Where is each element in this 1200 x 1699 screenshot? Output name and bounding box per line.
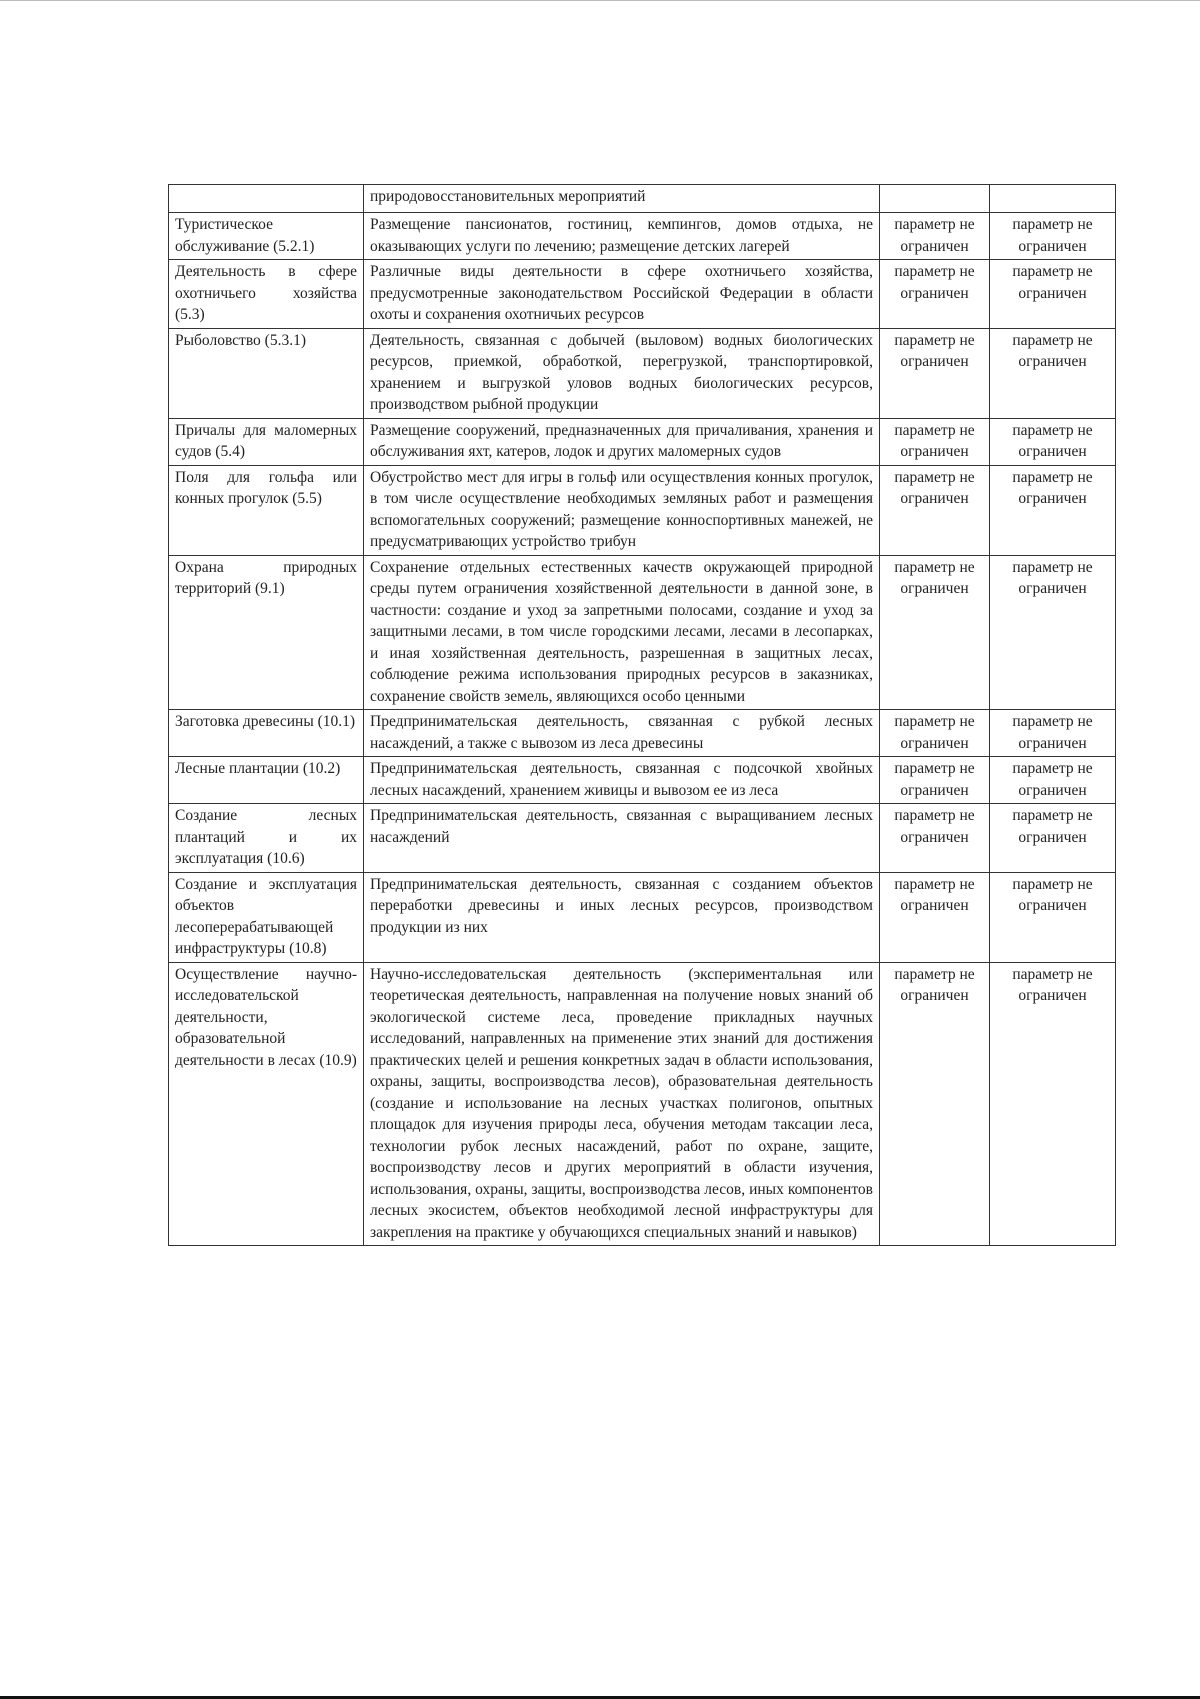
parameter-1-cell: параметр не ограничен [880, 260, 990, 329]
use-type-name-cell: Заготовка древесины (10.1) [169, 710, 364, 757]
parameter-2-cell: параметр не ограничен [990, 328, 1116, 418]
table-row [169, 757, 1116, 804]
table-row [169, 465, 1116, 555]
use-type-description-cell: Научно-исследовательская деятельность (экспериментальная или теоретическая деятельность, направленная на получение новых знаний об экологической системе леса, проведение прикладных научных исследований, направленных на применение этих знаний для достижения практических целей и решения конкретных задач в области использования, охраны, защиты, воспроизводства лесов), образовательная деятельность (создание и использование на лесных участках полигонов, опытных площадок для изучения природы леса, обучения методам таксации леса, технологии рубок лесных насаждений, работ по охране, защите, воспроизводству лесов и других мероприятий в области изучения, использования, охраны, защиты, воспроизводства лесов, иных компонентов лесных экосистем, объектов необходимой лесной инфраструктуры для закрепления на практике у обучающихся специальных знаний и навыков) [364, 962, 880, 1246]
table-row [169, 260, 1116, 329]
use-type-description-cell: Предпринимательская деятельность, связанная с созданием объектов переработки древесины и иных лесных ресурсов, производством продукции из них [364, 872, 880, 962]
table-row [169, 555, 1116, 710]
parameter-2-cell: параметр не ограничен [990, 213, 1116, 260]
use-type-description-cell: Предпринимательская деятельность, связанная с рубкой лесных насаждений, а также с вывозом из леса древесины [364, 710, 880, 757]
use-type-name-cell: Деятельность в сфере охотничьего хозяйства (5.3) [169, 260, 364, 329]
use-type-name-cell: Причалы для маломерных судов (5.4) [169, 418, 364, 465]
use-type-name-cell: Создание и эксплуатация объектов лесоперерабатывающей инфраструктуры (10.8) [169, 872, 364, 962]
use-type-name-cell: Туристическое обслуживание (5.2.1) [169, 213, 364, 260]
table-row [169, 418, 1116, 465]
parameter-2-cell: параметр не ограничен [990, 962, 1116, 1246]
parameter-2-cell: параметр не ограничен [990, 757, 1116, 804]
continuation-description-cell: природовосстановительных мероприятий [364, 185, 880, 213]
use-type-description-cell: Размещение пансионатов, гостиниц, кемпингов, домов отдыха, не оказывающих услуги по лечению; размещение детских лагерей [364, 213, 880, 260]
table-row [169, 213, 1116, 260]
parameter-1-cell: параметр не ограничен [880, 804, 990, 873]
parameter-2-cell: параметр не ограничен [990, 465, 1116, 555]
use-type-description-cell: Предпринимательская деятельность, связанная с подсочкой хвойных лесных насаждений, хранением живицы и вывозом ее из леса [364, 757, 880, 804]
use-type-name-cell: Рыболовство (5.3.1) [169, 328, 364, 418]
parameter-1-cell: параметр не ограничен [880, 465, 990, 555]
use-type-description-cell: Размещение сооружений, предназначенных для причаливания, хранения и обслуживания яхт, катеров, лодок и других маломерных судов [364, 418, 880, 465]
parameter-1-cell: параметр не ограничен [880, 418, 990, 465]
scan-edge-top [0, 0, 1200, 1]
parameter-1-cell: параметр не ограничен [880, 555, 990, 710]
table-row [169, 710, 1116, 757]
continuation-name-cell [169, 185, 364, 213]
parameter-2-cell: параметр не ограничен [990, 710, 1116, 757]
parameter-1-cell: параметр не ограничен [880, 710, 990, 757]
table-row [169, 872, 1116, 962]
parameter-1-cell: параметр не ограничен [880, 213, 990, 260]
parameter-2-cell: параметр не ограничен [990, 555, 1116, 710]
parameter-1-cell: параметр не ограничен [880, 328, 990, 418]
use-type-name-cell: Охрана природных территорий (9.1) [169, 555, 364, 710]
use-type-name-cell: Осуществление научно-исследовательской деятельности, образовательной деятельности в лесах (10.9) [169, 962, 364, 1246]
parameter-2-cell: параметр не ограничен [990, 804, 1116, 873]
table-row [169, 962, 1116, 1246]
table-row [169, 328, 1116, 418]
parameter-1-cell: параметр не ограничен [880, 757, 990, 804]
use-type-description-cell: Обустройство мест для игры в гольф или осуществления конных прогулок, в том числе осуществление необходимых земляных работ и размещения вспомогательных сооружений; размещение конноспортивных манежей, не предусматривающих устройство трибун [364, 465, 880, 555]
parameter-2-cell: параметр не ограничен [990, 418, 1116, 465]
use-type-name-cell: Создание лесных плантаций и их эксплуатация (10.6) [169, 804, 364, 873]
use-type-name-cell: Поля для гольфа или конных прогулок (5.5) [169, 465, 364, 555]
table-row [169, 804, 1116, 873]
continuation-param1-cell [880, 185, 990, 213]
land-use-table [168, 184, 1116, 1246]
use-type-name-cell: Лесные плантации (10.2) [169, 757, 364, 804]
parameter-1-cell: параметр не ограничен [880, 962, 990, 1246]
use-type-description-cell: Деятельность, связанная с добычей (выловом) водных биологических ресурсов, приемкой, обработкой, перегрузкой, транспортировкой, хранением и выгрузкой уловов водных биологических ресурсов, производством рыбной продукции [364, 328, 880, 418]
table-body [169, 185, 1116, 1246]
parameter-2-cell: параметр не ограничен [990, 260, 1116, 329]
parameter-1-cell: параметр не ограничен [880, 872, 990, 962]
use-type-description-cell: Предпринимательская деятельность, связанная с выращиванием лесных насаждений [364, 804, 880, 873]
continuation-row [169, 185, 1116, 213]
use-type-description-cell: Различные виды деятельности в сфере охотничьего хозяйства, предусмотренные законодательством Российской Федерации в области охоты и сохранения охотничьих ресурсов [364, 260, 880, 329]
use-type-description-cell: Сохранение отдельных естественных качеств окружающей природной среды путем ограничения хозяйственной деятельности в данной зоне, в частности: создание и уход за запретными полосами, создание и уход за защитными лесами, в том числе городскими лесами, лесами в лесопарках, и иная хозяйственная деятельность, разрешенная в защитных лесах, соблюдение режима использования природных ресурсов в заказниках, сохранение свойств земель, являющихся особо ценными [364, 555, 880, 710]
continuation-param2-cell [990, 185, 1116, 213]
parameter-2-cell: параметр не ограничен [990, 872, 1116, 962]
